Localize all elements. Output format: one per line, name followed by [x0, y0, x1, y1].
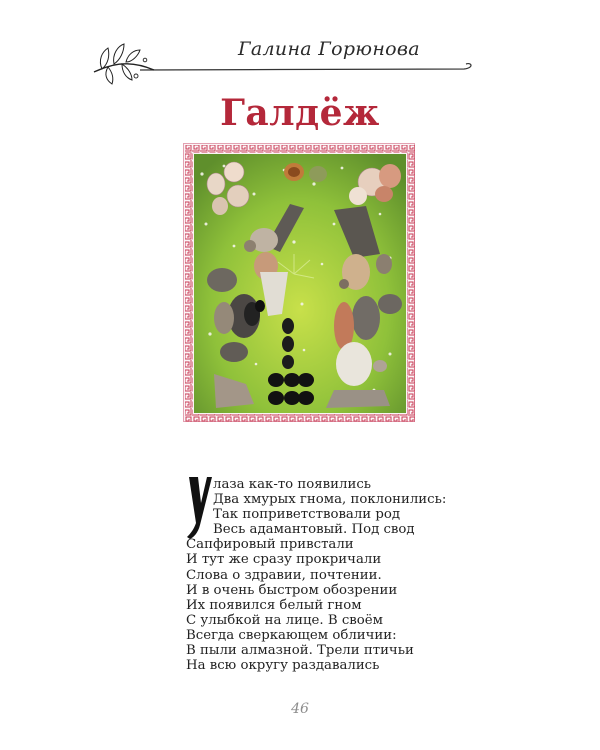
running-header	[88, 28, 480, 88]
poem-line: В пыли алмазной. Трели птичьи	[186, 643, 414, 659]
flowering-branch-icon	[88, 36, 158, 88]
poem-line: Сапфировый привстали	[186, 537, 354, 553]
poem-line: Всегда сверкающем обличии:	[186, 627, 397, 643]
poem-line: Их появился белый гном	[186, 597, 362, 613]
pebble-art-illustration	[194, 154, 406, 413]
poem-line: лаза как-то появились	[213, 477, 372, 492]
poem-line: И тут же сразу прокричали	[186, 552, 382, 568]
poem-line: Весь адамантовый. Под свод	[213, 522, 415, 538]
drop-cap-text: У	[186, 475, 187, 476]
poem-body	[186, 477, 506, 673]
illustration-frame	[183, 143, 415, 422]
author-name: Галина Горюнова	[238, 38, 420, 60]
poem-line: На всю округу раздавались	[186, 658, 380, 674]
poem-title: Галдёж	[220, 92, 380, 134]
page-number: 46	[291, 701, 309, 717]
poem-line: С улыбкой на лице. В своём	[186, 612, 384, 628]
poem-line: Слова о здравии, почтении.	[186, 567, 382, 583]
poem-line: Так поприветствовали род	[213, 507, 401, 523]
poem-line: Два хмурых гнома, поклонились:	[213, 492, 447, 508]
poem-line: И в очень быстром обозрении	[186, 582, 398, 598]
pebble-gnomes-image	[194, 154, 406, 413]
